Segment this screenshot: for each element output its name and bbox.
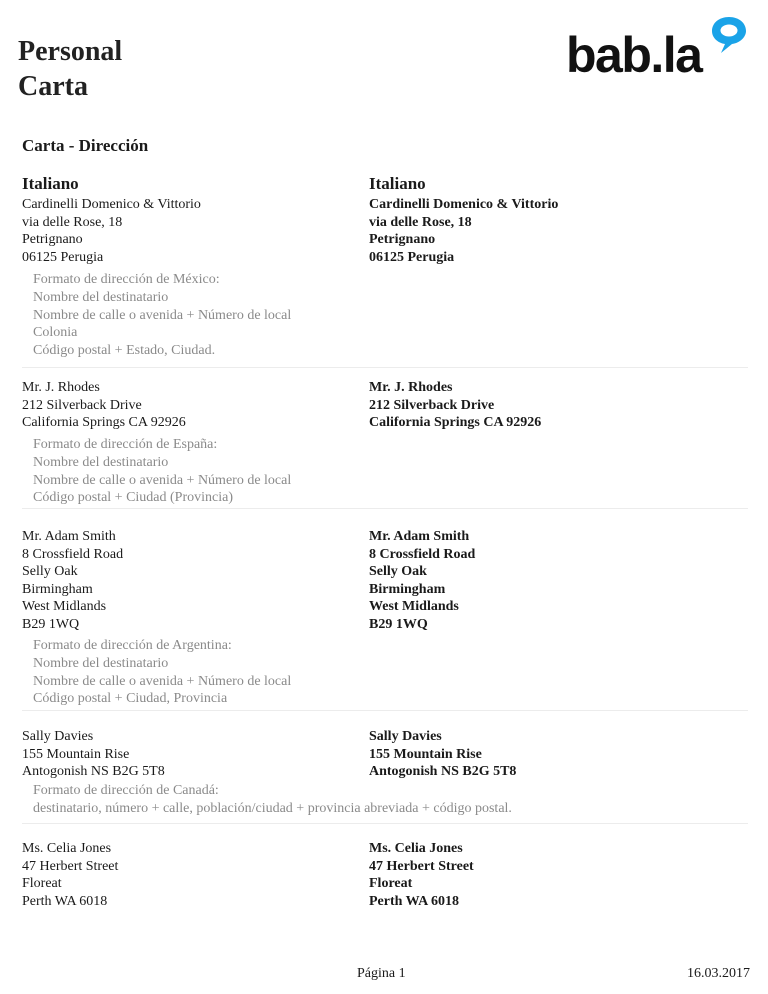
- note-line: Nombre del destinatario: [33, 289, 169, 305]
- address-line: Mr. J. Rhodes: [22, 380, 100, 395]
- note-line: Nombre del destinatario: [33, 454, 169, 470]
- source-address: [22, 528, 123, 634]
- address-line: West Midlands: [22, 599, 107, 615]
- address-line: Perth WA 6018: [369, 893, 459, 909]
- address-entry: [0, 528, 768, 705]
- note-line: Nombre de calle o avenida + Número de local: [33, 673, 292, 689]
- address-line: Sally Davies: [369, 729, 442, 744]
- target-address: [369, 840, 474, 910]
- title-line-2: Carta: [18, 71, 88, 102]
- address-entry: [0, 379, 768, 506]
- address-line: 8 Crossfield Road: [22, 546, 124, 562]
- note-line: Nombre de calle o avenida + Número de local: [33, 307, 292, 323]
- format-note: [33, 782, 512, 818]
- address-line: Floreat: [369, 876, 413, 892]
- address-line: Sally Davies: [22, 729, 94, 744]
- note-line: Nombre del destinatario: [33, 655, 169, 671]
- address-line: Cardinelli Domenico & Vittorio: [22, 197, 201, 212]
- address-line: 06125 Perugia: [22, 249, 104, 265]
- target-address: [369, 379, 541, 432]
- address-line: B29 1WQ: [22, 616, 80, 632]
- address-line: Antogonish NS B2G 5T8: [369, 764, 517, 780]
- address-line: 155 Mountain Rise: [369, 746, 482, 762]
- address-line: West Midlands: [369, 599, 459, 615]
- address-line: 47 Herbert Street: [369, 858, 474, 874]
- source-language-heading: Italiano: [22, 174, 79, 193]
- note-line: Formato de dirección de España:: [33, 437, 218, 452]
- target-address: [369, 728, 516, 781]
- note-line: Formato de dirección de Argentina:: [33, 638, 232, 653]
- divider: [22, 367, 748, 368]
- address-line: Perth WA 6018: [22, 893, 108, 909]
- speech-bubble-icon: [709, 14, 749, 56]
- divider: [22, 710, 748, 711]
- address-line: 06125 Perugia: [369, 249, 455, 265]
- address-line: 47 Herbert Street: [22, 858, 119, 874]
- page-number: Página 1: [357, 966, 406, 981]
- address-line: Cardinelli Domenico & Vittorio: [369, 197, 559, 212]
- address-line: 212 Silverback Drive: [369, 397, 495, 413]
- target-address: [369, 528, 475, 634]
- note-line: Nombre de calle o avenida + Número de local: [33, 472, 292, 488]
- address-line: Ms. Celia Jones: [22, 841, 112, 856]
- source-address: [22, 840, 118, 910]
- address-line: Mr. Adam Smith: [22, 529, 116, 544]
- address-line: Ms. Celia Jones: [369, 841, 463, 856]
- format-note: [33, 436, 291, 507]
- address-line: Antogonish NS B2G 5T8: [22, 764, 165, 780]
- address-line: California Springs CA 92926: [369, 415, 542, 431]
- note-line: Código postal + Ciudad, Provincia: [33, 691, 228, 707]
- document-date: 16.03.2017: [687, 966, 750, 981]
- divider: [22, 508, 748, 509]
- source-address: [22, 196, 201, 266]
- target-address: [369, 196, 558, 266]
- address-entry: [0, 728, 768, 818]
- format-note: [33, 637, 291, 708]
- note-line: Formato de dirección de Canadá:: [33, 783, 219, 798]
- babla-logo[interactable]: [566, 14, 756, 83]
- section-title: Carta - Dirección: [22, 136, 149, 155]
- address-line: Selly Oak: [369, 564, 427, 580]
- address-line: via delle Rose, 18: [22, 214, 123, 230]
- address-line: Mr. J. Rhodes: [369, 380, 453, 395]
- address-line: Birmingham: [369, 581, 446, 597]
- address-entry: [0, 196, 768, 362]
- address-line: 212 Silverback Drive: [22, 397, 142, 413]
- address-line: Birmingham: [22, 581, 93, 597]
- address-entry: [0, 840, 768, 912]
- title-line-1: Personal: [18, 36, 123, 67]
- address-line: Selly Oak: [22, 564, 78, 580]
- address-line: 155 Mountain Rise: [22, 746, 130, 762]
- source-address: [22, 379, 186, 432]
- document-title: [18, 34, 122, 104]
- address-line: California Springs CA 92926: [22, 415, 186, 431]
- note-line: Colonia: [33, 325, 78, 341]
- address-line: Floreat: [22, 876, 62, 892]
- logo-text: bab.la: [566, 27, 702, 83]
- source-address: [22, 728, 165, 781]
- divider: [22, 823, 748, 824]
- note-line: Formato de dirección de México:: [33, 272, 220, 287]
- format-note: [33, 271, 291, 360]
- address-line: Mr. Adam Smith: [369, 529, 470, 544]
- target-language-heading: Italiano: [369, 174, 426, 193]
- note-line: destinatario, número + calle, población/ciudad + provincia abreviada + código postal.: [33, 800, 512, 816]
- address-line: via delle Rose, 18: [369, 214, 472, 230]
- address-line: 8 Crossfield Road: [369, 546, 476, 562]
- note-line: Código postal + Ciudad (Provincia): [33, 490, 233, 506]
- address-line: B29 1WQ: [369, 616, 428, 632]
- note-line: Código postal + Estado, Ciudad.: [33, 343, 216, 359]
- address-line: Petrignano: [369, 232, 436, 248]
- address-line: Petrignano: [22, 232, 83, 248]
